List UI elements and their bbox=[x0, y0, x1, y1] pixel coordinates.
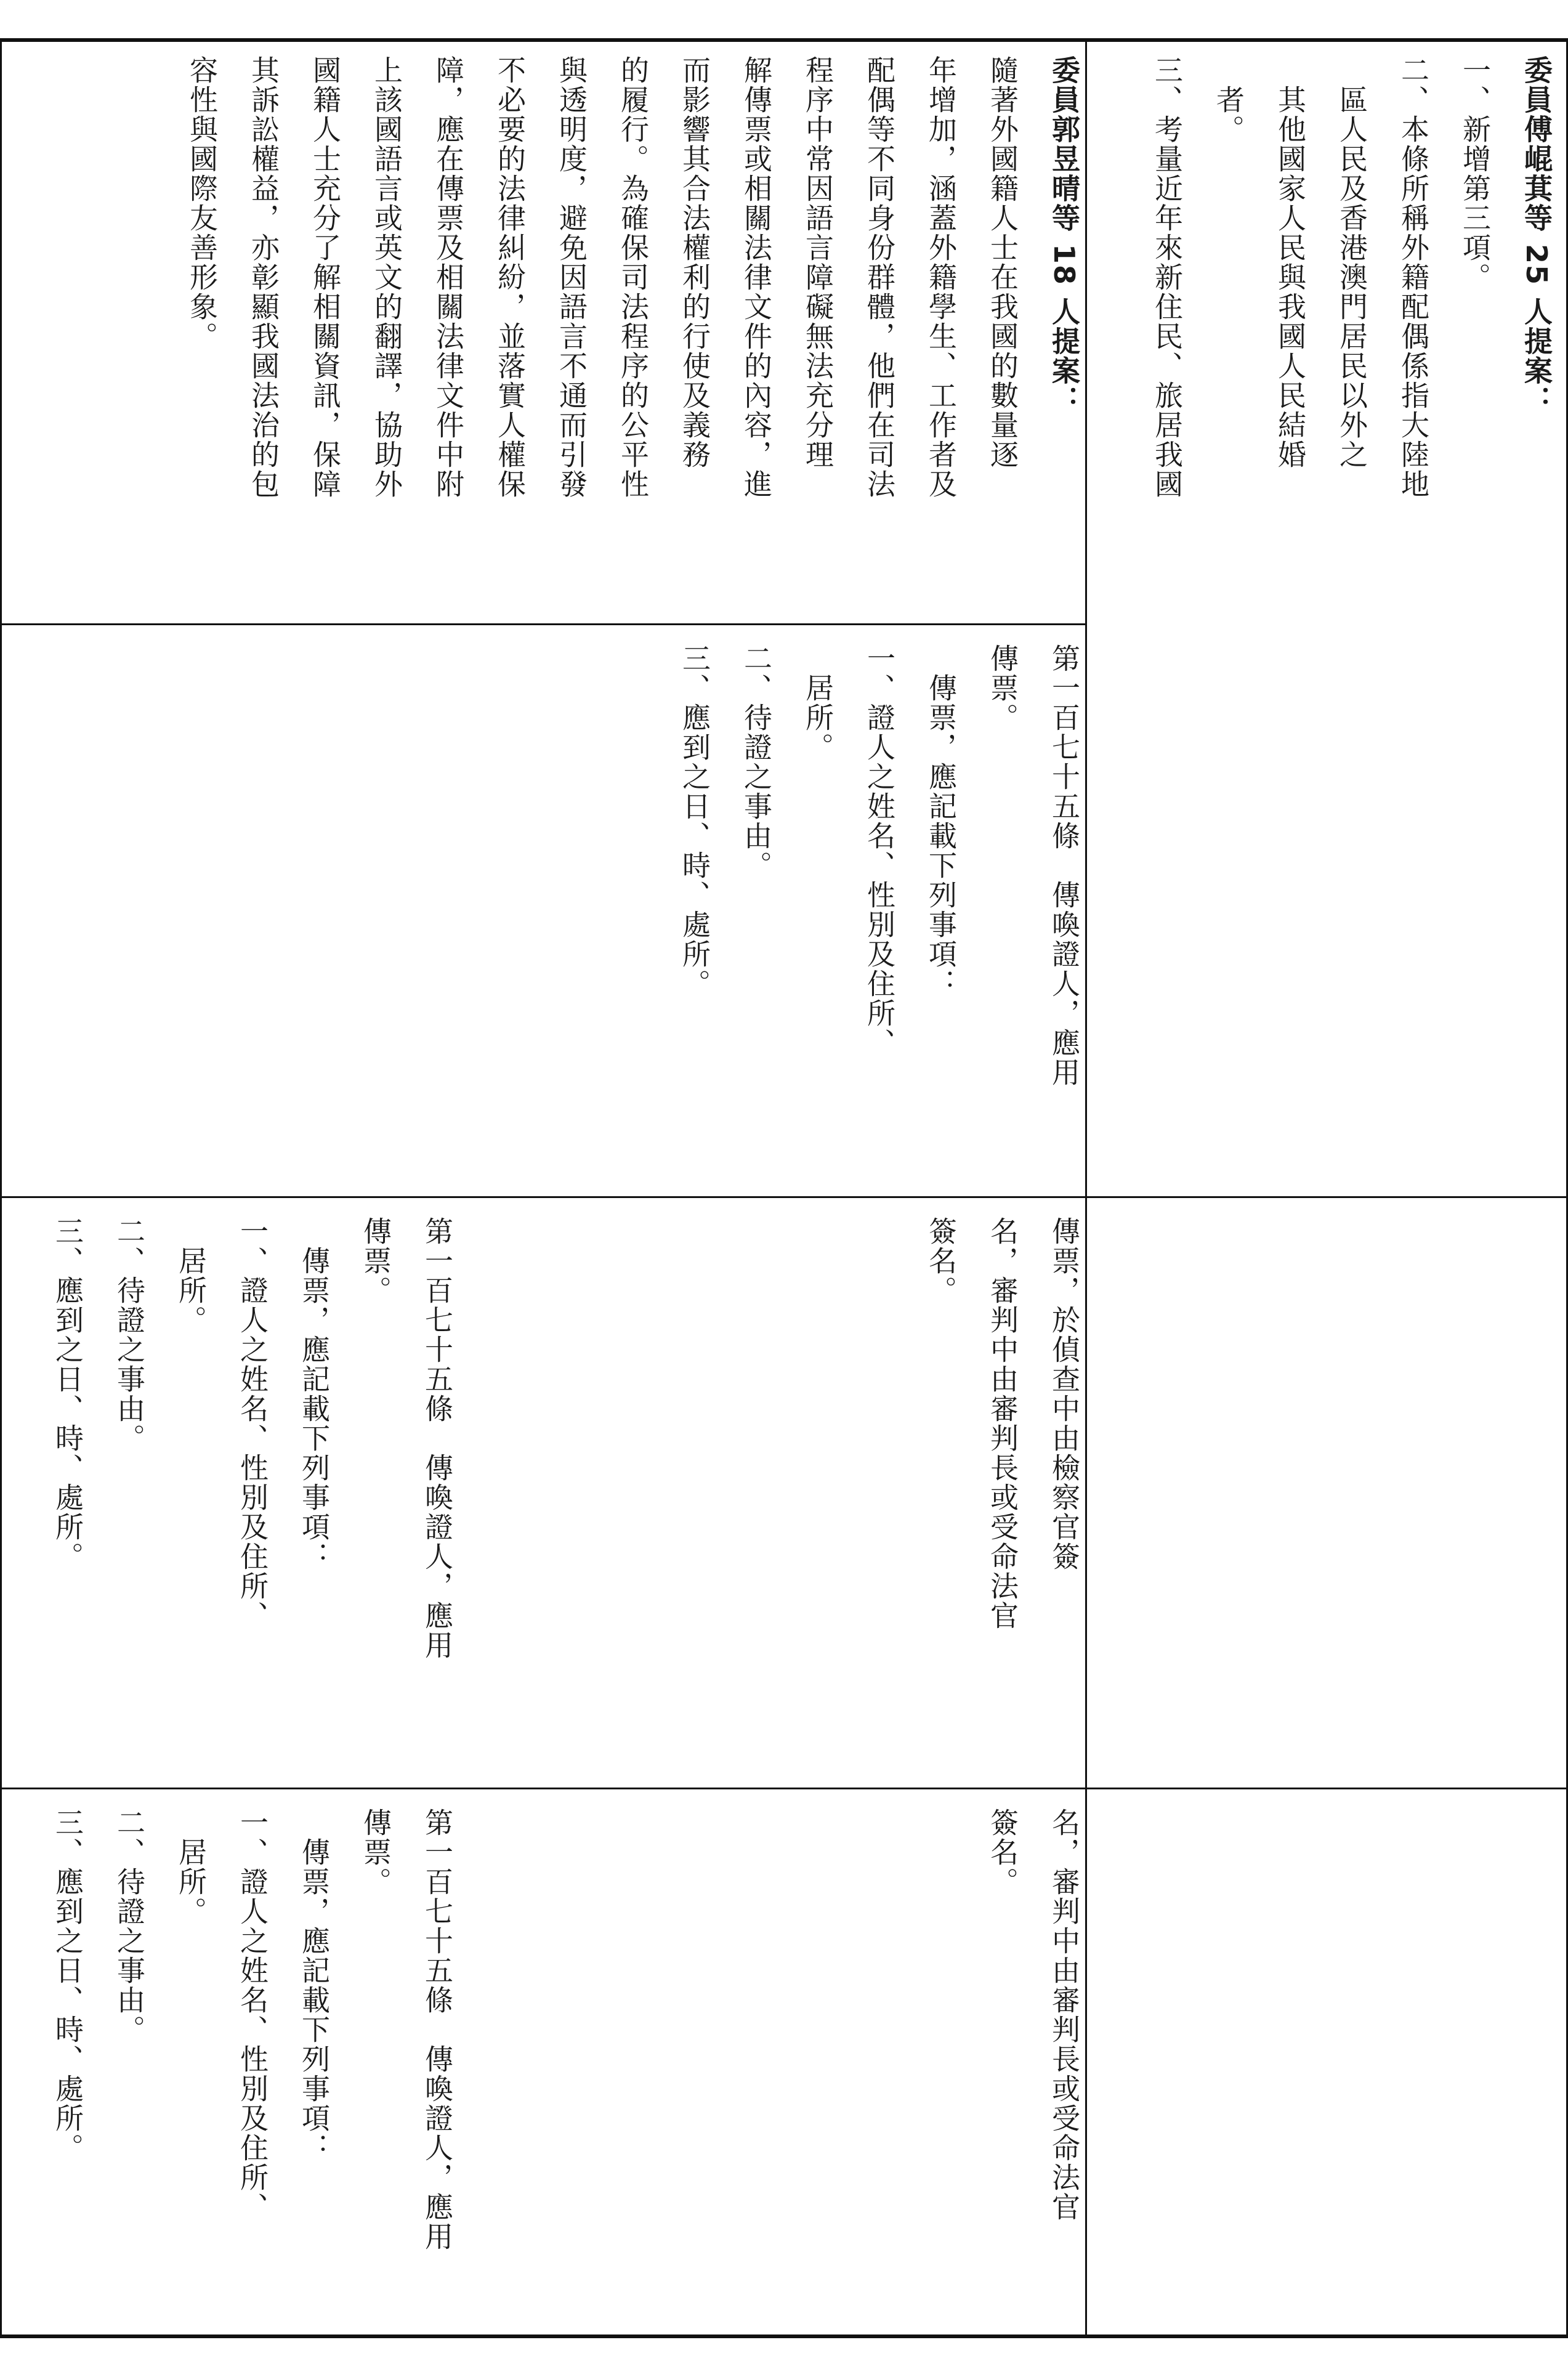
article-line: 一、證人之姓名、性別及住所、 bbox=[863, 644, 896, 1058]
proposal-fu bbox=[1087, 42, 1566, 623]
article-line: 簽名。 bbox=[924, 1217, 958, 1305]
article-line: 傳票。 bbox=[359, 1217, 392, 1305]
article-line: 傳票。 bbox=[359, 1808, 392, 1897]
article-line: 名，審判中由審判長或受命法官 bbox=[986, 1217, 1019, 1630]
article-line: 二、待證之事由。 bbox=[113, 1808, 146, 2044]
article-line: 傳票，應記載下列事項： bbox=[297, 1808, 331, 2163]
article-line: 簽名。 bbox=[986, 1808, 1019, 1897]
cell-row4 bbox=[0, 1789, 1085, 2334]
article-line: 一、證人之姓名、性別及住所、 bbox=[236, 1808, 269, 2222]
article-line: 居所。 bbox=[174, 1808, 208, 1926]
proposal-guo-title: 委員郭昱晴等 18 人提案： bbox=[1048, 55, 1081, 416]
cell-article-mid bbox=[0, 625, 1085, 1196]
proposal-guo-line: 配偶等不同身份群體，他們在司法 bbox=[863, 55, 896, 499]
article-line: 第一百七十五條 傳喚證人，應用 bbox=[421, 1217, 454, 1660]
article-line: 名，審判中由審判長或受命法官 bbox=[1048, 1808, 1081, 2222]
article-line: 三、應到之日、時、處所。 bbox=[51, 1808, 84, 2163]
proposal-guo-line: 隨著外國籍人士在我國的數量逐 bbox=[986, 55, 1019, 469]
proposal-guo-line: 年增加，涵蓋外籍學生、工作者及 bbox=[924, 55, 958, 499]
article-line: 居所。 bbox=[801, 644, 835, 762]
cell-article-right bbox=[1087, 625, 1566, 1196]
article-line: 居所。 bbox=[174, 1217, 208, 1335]
proposal-fu-line: 一、新增第三項。 bbox=[1458, 55, 1492, 292]
cell-row3 bbox=[0, 1198, 1085, 1788]
article-line: 一、證人之姓名、性別及住所、 bbox=[236, 1217, 269, 1630]
proposal-guo-line: 的履行。為確保司法程序的公平性 bbox=[616, 55, 650, 499]
proposal-guo-line: 與透明度，避免因語言不通而引發 bbox=[555, 55, 588, 499]
article-line: 三、應到之日、時、處所。 bbox=[51, 1217, 84, 1571]
article-line: 二、待證之事由。 bbox=[740, 644, 773, 880]
article-line: 第一百七十五條 傳喚證人，應用 bbox=[1048, 644, 1081, 1087]
proposal-guo-line: 程序中常因語言障礙無法充分理 bbox=[801, 55, 835, 469]
proposal-guo-line: 不必要的法律糾紛，並落實人權保 bbox=[493, 55, 527, 499]
proposal-fu-line: 其他國家人民與我國人民結婚 bbox=[1274, 55, 1307, 469]
article-line: 三、應到之日、時、處所。 bbox=[678, 644, 711, 998]
proposal-fu-line: 區人民及香港澳門居民以外之 bbox=[1335, 55, 1368, 469]
proposal-guo-line: 國籍人士充分了解相關資訊，保障 bbox=[309, 55, 342, 499]
article-line: 第一百七十五條 傳喚證人，應用 bbox=[421, 1808, 454, 2251]
proposal-guo-line: 其訴訟權益，亦彰顯我國法治的包 bbox=[247, 55, 280, 499]
proposal-fu-line: 三、考量近年來新住民、旅居我國 bbox=[1150, 55, 1184, 499]
article-line: 傳票，於偵查中由檢察官簽 bbox=[1048, 1217, 1081, 1571]
proposal-guo-line: 上該國語言或英文的翻譯，協助外 bbox=[370, 55, 403, 499]
proposal-guo-line: 而影響其合法權利的行使及義務 bbox=[678, 55, 711, 469]
proposal-guo-line: 容性與國際友善形象。 bbox=[185, 55, 219, 351]
article-line: 傳票，應記載下列事項： bbox=[297, 1217, 331, 1571]
proposal-fu-title: 委員傅崐萁等 25 人提案： bbox=[1520, 55, 1553, 416]
proposal-fu-line: 二、本條所稱外籍配偶係指大陸地 bbox=[1397, 55, 1430, 499]
article-line: 傳票。 bbox=[986, 644, 1019, 732]
proposal-guo-line: 障，應在傳票及相關法律文件中附 bbox=[432, 55, 465, 499]
proposal-guo-line: 解傳票或相關法律文件的內容，進 bbox=[740, 55, 773, 499]
bottom-border bbox=[0, 2334, 1568, 2338]
proposal-guo bbox=[0, 42, 1085, 623]
proposal-fu-line: 者。 bbox=[1212, 55, 1245, 144]
article-line: 傳票，應記載下列事項： bbox=[924, 644, 958, 998]
article-line: 二、待證之事由。 bbox=[113, 1217, 146, 1453]
